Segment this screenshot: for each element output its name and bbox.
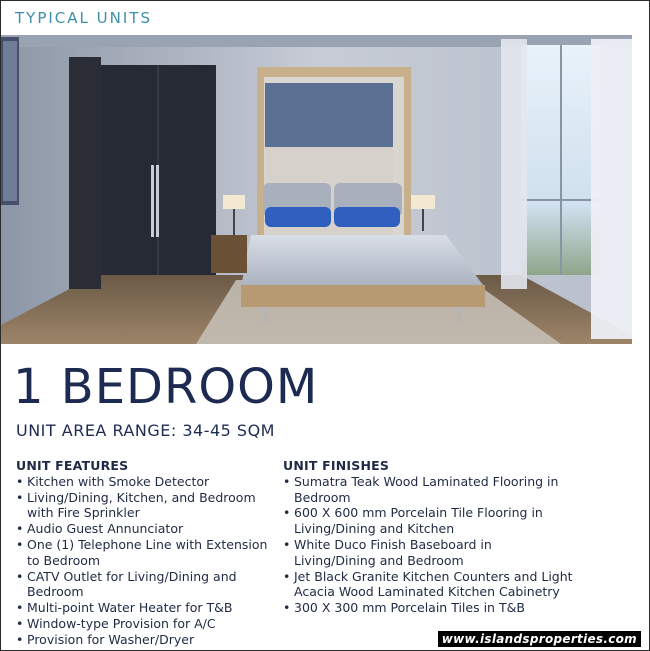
list-item: • Jet Black Granite Kitchen Counters and Light Acacia Wood Laminated Kitchen Cabinetry	[283, 569, 573, 601]
list-item: • White Duco Finish Baseboard in Living/Dining and Bedroom	[283, 537, 573, 569]
list-item: • 300 X 300 mm Porcelain Tiles in T&B	[283, 600, 573, 616]
bedroom-photo	[1, 35, 632, 344]
list-item: • Multi-point Water Heater for T&B	[16, 600, 271, 616]
list-item: • One (1) Telephone Line with Extension to Bedroom	[16, 537, 271, 569]
list-item: • Sumatra Teak Wood Laminated Flooring in Bedroom	[283, 474, 573, 506]
list-item: • CATV Outlet for Living/Dining and Bedroom	[16, 569, 271, 601]
unit-title: 1 BEDROOM	[13, 359, 319, 415]
unit-finishes-heading: UNIT FINISHES	[283, 458, 390, 473]
list-item: • Provision for Washer/Dryer	[16, 632, 271, 648]
list-item: • Kitchen with Smoke Detector	[16, 474, 271, 490]
unit-features-section	[16, 458, 271, 648]
unit-features-heading: UNIT FEATURES	[16, 458, 129, 473]
unit-features-list	[16, 474, 271, 648]
watermark: www.islandsproperties.com	[438, 631, 641, 647]
unit-area-range: UNIT AREA RANGE: 34-45 SQM	[16, 421, 275, 440]
list-item: • Window-type Provision for A/C	[16, 616, 271, 632]
unit-finishes-section	[283, 458, 573, 616]
unit-finishes-list	[283, 474, 573, 616]
list-item: • Audio Guest Annunciator	[16, 521, 271, 537]
section-label: TYPICAL UNITS	[15, 9, 152, 27]
list-item: • 600 X 600 mm Porcelain Tile Flooring in Living/Dining and Kitchen	[283, 505, 573, 537]
list-item: • Living/Dining, Kitchen, and Bedroom with Fire Sprinkler	[16, 490, 271, 522]
